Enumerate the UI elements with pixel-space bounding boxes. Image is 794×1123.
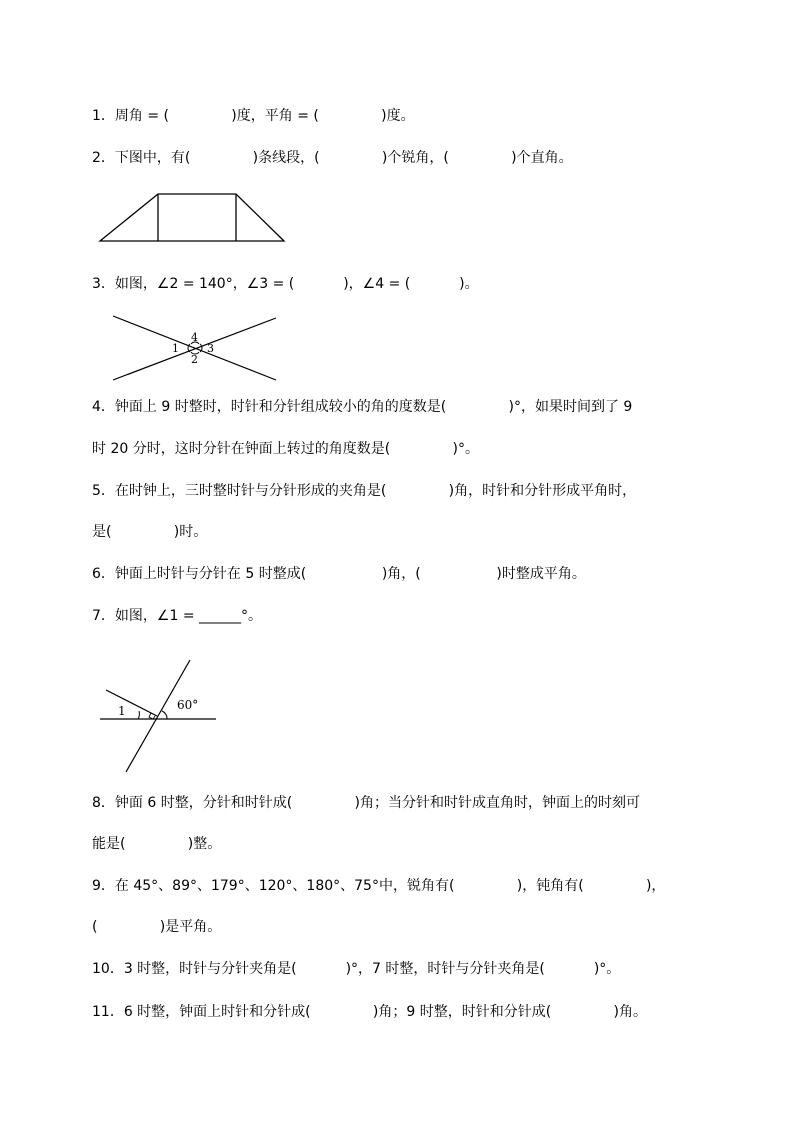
question-1: 1．周角 = ( )度，平角 = ( )度。 <box>92 108 415 124</box>
trapezoid-figure <box>98 192 288 248</box>
angle-60-label: 60° <box>177 698 199 712</box>
question-10: 10．3 时整，时针与分针夹角是( )°，7 时整，时针与分针夹角是( )°。 <box>92 961 621 977</box>
angle-1-label: 1 <box>118 704 126 718</box>
question-9-line-2: ( )是平角。 <box>92 919 222 935</box>
question-7: 7．如图，∠1 = ______°。 <box>92 608 262 624</box>
question-4-line-1: 4．钟面上 9 时整时，时针和分针组成较小的角的度数是( )°，如果时间到了 9 <box>92 399 633 415</box>
angle-figure-q7 <box>98 658 220 780</box>
question-3: 3．如图，∠2 = 140°，∠3 = ( )，∠4 = ( )。 <box>92 276 479 292</box>
angle-2-label: 2 <box>191 353 198 366</box>
question-2: 2．下图中，有( )条线段，( )个锐角，( )个直角。 <box>92 150 573 166</box>
question-8-line-1: 8．钟面 6 时整，分针和时针成( )角；当分针和时针成直角时，钟面上的时刻可 <box>92 795 640 811</box>
question-6: 6．钟面上时针与分针在 5 时整成( )角，( )时整成平角。 <box>92 566 586 582</box>
question-9-line-1: 9．在 45°、89°、179°、120°、180°、75°中，锐角有( )，钝角有( )， <box>92 878 666 894</box>
question-5-line-1: 5．在时钟上，三时整时针与分针形成的夹角是( )角，时针和分针形成平角时， <box>92 483 637 499</box>
angle-3-label: 3 <box>207 342 214 355</box>
question-4-line-2: 时 20 分时，这时分针在钟面上转过的角度数是( )°。 <box>92 441 479 457</box>
angle-1-label: 1 <box>172 342 179 355</box>
question-11: 11．6 时整，钟面上时针和分针成( )角；9 时整，时针和分针成( )角。 <box>92 1004 647 1020</box>
angle-4-label: 4 <box>191 331 198 344</box>
question-8-line-2: 能是( )整。 <box>92 836 222 852</box>
question-5-line-2: 是( )时。 <box>92 524 208 540</box>
intersecting-lines-figure <box>110 314 282 388</box>
